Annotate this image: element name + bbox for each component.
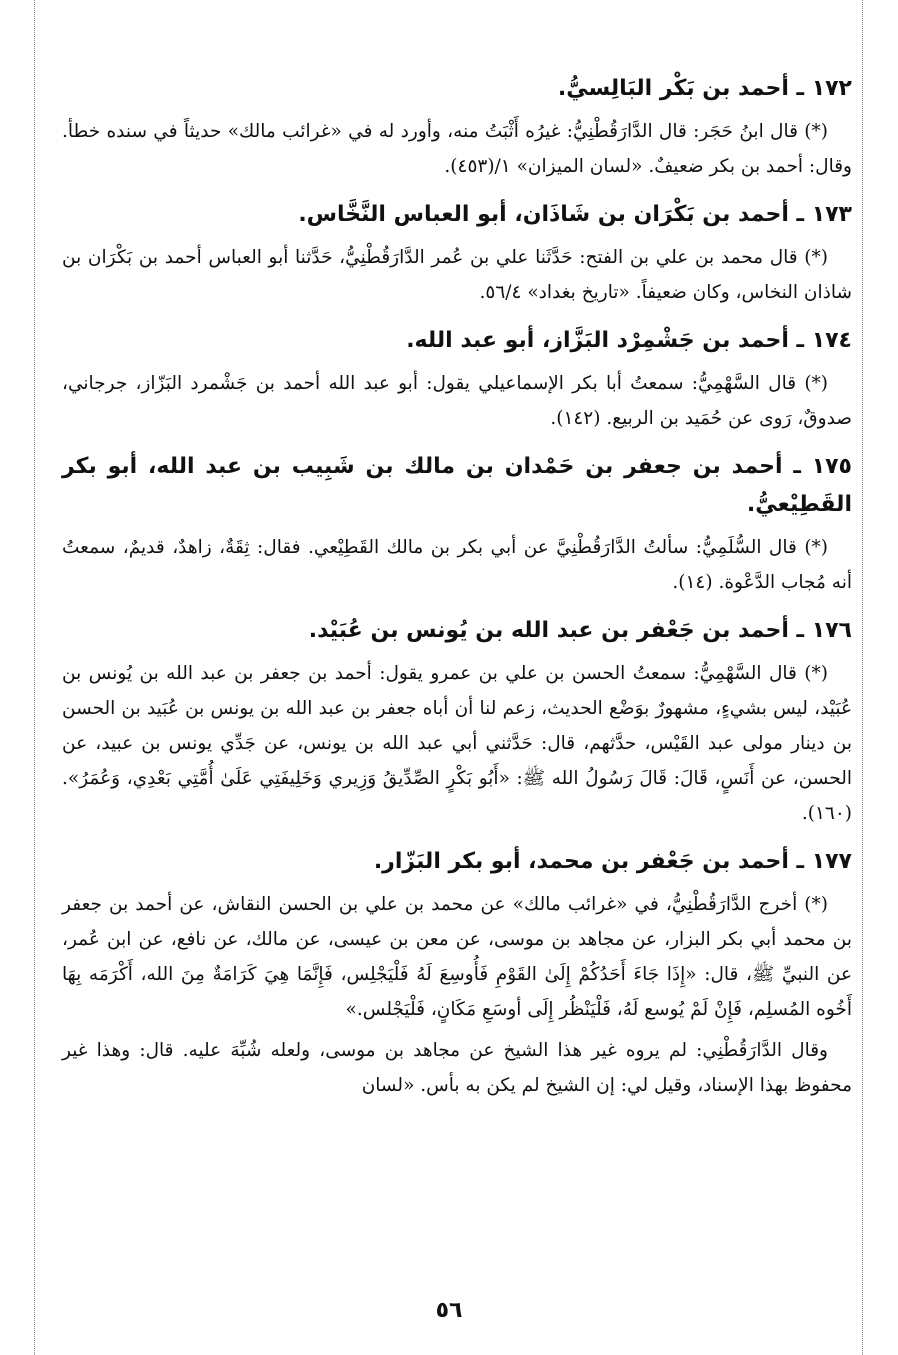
entry-paragraph: وقال الدَّارَقُطْنِي: لم يروه غير هذا الشيخ عن مجاهد بن موسى، ولعله شُبِّهَ عليه. قال: وهذا غير محفوظ بهذا الإسناد، وقيل لي: إن الشيخ لم يكن به بأس. «لسان — [62, 1040, 852, 1096]
entry-175 — [62, 448, 852, 600]
entry-heading: ١٧٥ ـ أحمد بن جعفر بن حَمْدان بن مالك بن شَبِيب بن عبد الله، أبو بكر القَطِيْعيُّ. — [62, 454, 852, 517]
entry-heading: ١٧٤ ـ أحمد بن جَشْمِرْد البَزَّاز، أبو عبد الله. — [406, 328, 852, 353]
entry-177 — [62, 843, 852, 1103]
entry-176 — [62, 612, 852, 831]
entry-heading: ١٧٣ ـ أحمد بن بَكْرَان بن شَاذَان، أبو العباس النَّخَّاس. — [298, 202, 852, 227]
entry-173 — [62, 196, 852, 310]
left-margin-guide — [34, 0, 35, 1355]
entry-172 — [62, 70, 852, 184]
entry-paragraph: (*) أخرج الدَّارَقُطْنِيُّ، في «غرائب مالك» عن محمد بن علي بن الحسن النقاش، عن أحمد بن جعفر بن محمد أبي بكر البزار، عن مجاهد بن موسى، عن معن بن عيسى، عن مالك، عن نافع، عن ابن عُمر، عن النبيِّ ﷺ، قال: «إِذَا جَاءَ أَحَدُكُمْ إِلَىٰ القَوْمِ فَأُوسِعَ لَهُ فَلْيَجْلِس، فَإِنَّمَا هِيَ كَرَامَةٌ مِنَ الله، أَكْرَمَه بِهَا أَخُوه المُسلِم، فَإِنْ لَمْ يُوسع لَهُ، فَلْيَنْظُر إِلَى أوسَعِ مَكَانٍ، فَلْيَجْلس.» — [62, 894, 852, 1020]
page-number: ٥٦ — [435, 1298, 463, 1323]
entry-paragraph: (*) قال السَّهْمِيُّ: سمعتُ أبا بكر الإسماعيلي يقول: أبو عبد الله أحمد بن جَشْمرد البَزّاز، جرجاني، صدوقٌ، رَوى عن حُمَيد بن الربيع. (١٤٢). — [62, 373, 852, 429]
entry-paragraph: (*) قال السُّلَمِيُّ: سألتُ الدَّارَقُطْنِيَّ عن أبي بكر بن مالك القَطِيْعي. فقال: ثِقَةٌ، زاهدٌ، قديمٌ، سمعتُ أنه مُجاب الدَّعْوة. (١٤). — [62, 537, 852, 593]
entry-heading: ١٧٦ ـ أحمد بن جَعْفر بن عبد الله بن يُونس بن عُبَيْد. — [308, 618, 852, 643]
entry-paragraph: (*) قال محمد بن علي بن الفتح: حَدَّثَنا علي بن عُمر الدَّارَقُطْنِيُّ، حَدَّثنا أبو العباس أحمد بن بَكْرَان بن شاذان النخاس، وكان ضعيفاً. «تاريخ بغداد» ٥٦/٤. — [62, 247, 852, 303]
entry-heading: ١٧٧ ـ أحمد بن جَعْفر بن محمد، أبو بكر البَزّار. — [373, 849, 852, 874]
right-margin-guide — [862, 0, 863, 1355]
entry-paragraph: (*) قال ابنُ حَجَر: قال الدَّارَقُطْنِيُّ: غيرُه أَثْبَتُ منه، وأورد له في «غرائب مالك» حديثاً في سنده خطأ. وقال: أحمد بن بكر ضعيفٌ. «لسان الميزان» ١/(٤٥٣). — [62, 121, 852, 177]
entry-heading: ١٧٢ ـ أحمد بن بَكْر البَالِسيُّ. — [557, 76, 852, 101]
page-content — [62, 70, 852, 1115]
entry-paragraph: (*) قال السَّهْمِيُّ: سمعتُ الحسن بن علي بن عمرو يقول: أحمد بن جعفر بن عبد الله بن يُونس بن عُبَيْد، ليس بشيءٍ، مشهورٌ بوَضْع الحديث، زعم لنا أن أباه جعفر بن عبد الله بن يونس بن عُبَيد بن الحسن بن دينار مولى عبد القَيْس، حدَّثهم، قال: حَدَّثني أبي عبد الله بن يونس، عن جَدِّي يونس بن عبيد، عن الحسن، عن أَنَسٍ، قَالَ: قَالَ رَسُولُ الله ﷺ: «أَبُو بَكْرٍ الصِّدِّيقُ وَزِيري وَخَلِيفَتِي عَلَىٰ أُمَّتِي بَعْدِي، وَعُمَرُ». (١٦٠). — [62, 663, 852, 824]
entry-174 — [62, 322, 852, 436]
